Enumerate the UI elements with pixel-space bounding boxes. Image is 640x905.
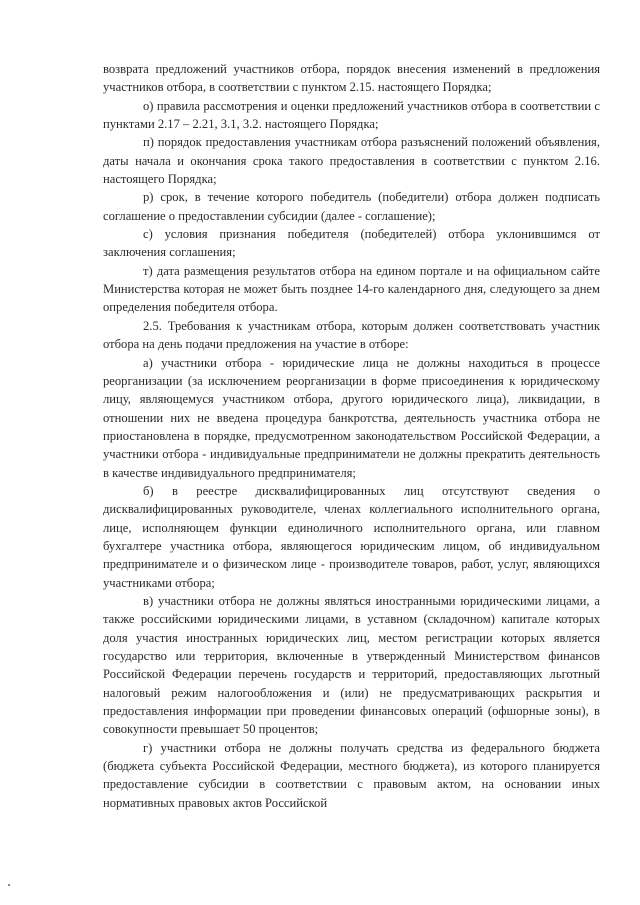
- paragraph-item-v: в) участники отбора не должны являться иностранными юридическими лицами, а также российскими юридическими лицами, в уставном (складочном) капитале которых доля участия иностранных юридических лиц, местом регистрации которых является государство или территория, включенные в утвержденный Министерством финансов Российской Федерации перечень государств и территорий, предоставляющих льготный налоговый режим налогообложения и (или) не предусматривающих раскрытия и предоставления информации при проведении финансовых операций (офшорные зоны), в совокупности превышает 50 процентов;: [103, 593, 600, 737]
- paragraph-section-2-5: 2.5. Требования к участникам отбора, которым должен соответствовать участник отбора на день подачи предложения на участие в отборе:: [103, 318, 600, 352]
- scan-speck: [8, 884, 10, 886]
- paragraph-item-t: т) дата размещения результатов отбора на едином портале и на официальном сайте Министерства которая не может быть позднее 14-го календарного дня, следующего за днем определения победителя отбора.: [103, 263, 600, 315]
- paragraph-item-s: с) условия признания победителя (победителей) отбора уклонившимся от заключения соглашения;: [103, 227, 600, 260]
- paragraph-item-a: а) участники отбора - юридические лица не должны находиться в процессе реорганизации (за исключением реорганизации в форме присоединения к юридическому лицу, являющемуся участником отбора, другого юридического лица), ликвидации, в отношении них не введена процедура банкротства, деятельность участника отбора не приостановлена в порядке, предусмотренном законодательством Российской Федерации, а участники отбора - индивидуальные предприниматели не должны прекратить деятельность в качестве индивидуального предпринимателя;: [103, 355, 600, 480]
- paragraph-item-b: б) в реестре дисквалифицированных лиц отсутствуют сведения о дисквалифицированных руководителе, членах коллегиального исполнительного органа, лице, исполняющем функции единоличного исполнительного органа, или главном бухгалтере участника отбора, являющегося юридическим лицом, об индивидуальном предпринимателе и о физическом лице - производителе товаров, работ, услуг, являющихся участниками отбора;: [103, 483, 600, 590]
- paragraph-item-p: п) порядок предоставления участникам отбора разъяснений положений объявления, даты начала и окончания срока такого предоставления в соответствии с пунктом 2.16. настоящего Порядка;: [103, 135, 600, 187]
- paragraph-continuation: возврата предложений участников отбора, порядок внесения изменений в предложения участников отбора, в соответствии с пунктом 2.15. настоящего Порядка;: [103, 62, 600, 95]
- paragraph-item-o: о) правила рассмотрения и оценки предложений участников отбора в соответствии с пунктами 2.17 – 2.21, 3.1, 3.2. настоящего Порядка;: [103, 98, 600, 132]
- document-body: [103, 60, 600, 812]
- paragraph-item-g: г) участники отбора не должны получать средства из федерального бюджета (бюджета субъекта Российской Федерации, местного бюджета), из которого планируется предоставление субсидии в соответствии с правовым актом, на основании иных нормативных правовых актов Российской: [103, 740, 600, 810]
- paragraph-item-r: р) срок, в течение которого победитель (победители) отбора должен подписать соглашение о предоставлении субсидии (далее - соглашение);: [103, 190, 600, 223]
